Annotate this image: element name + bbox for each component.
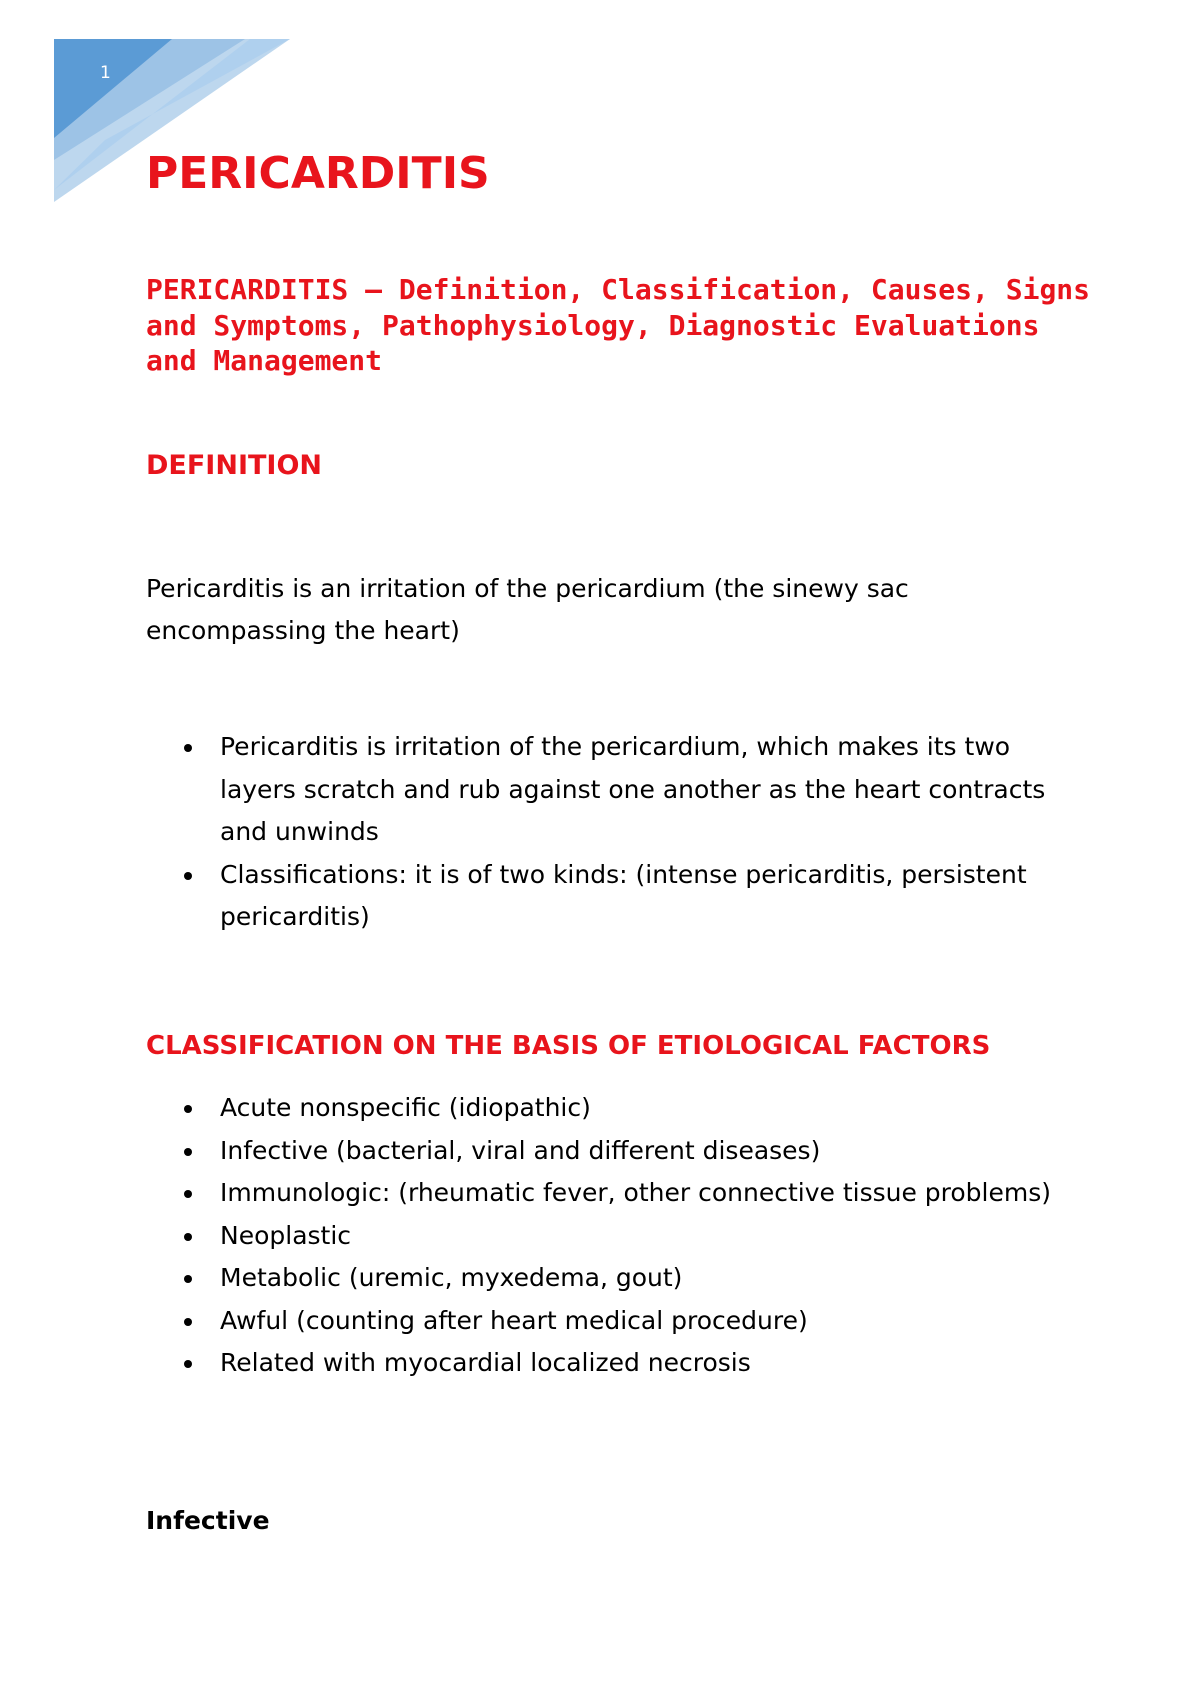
bullet-icon (184, 1190, 192, 1198)
definition-heading: DEFINITION (146, 450, 323, 481)
definition-bullet-list (0, 726, 1060, 939)
list-item (0, 1087, 1060, 1130)
list-item-text: Acute nonspecific (idiopathic) (220, 1093, 591, 1122)
list-item-text: Classifications: it is of two kinds: (intense pericarditis, persistent pericarditis) (220, 859, 1027, 931)
infective-subheading: Infective (146, 1506, 270, 1535)
document-subtitle: PERICARDITIS – Definition, Classification, Causes, Signs and Symptoms, Pathophysiology, Diagnostic Evaluations and Management (146, 273, 1091, 377)
list-item-text: Immunologic: (rheumatic fever, other connective tissue problems) (220, 1178, 1052, 1207)
bullet-icon (184, 872, 192, 880)
bullet-icon (184, 1318, 192, 1326)
page-number: 1 (100, 63, 111, 83)
list-item-text: Metabolic (uremic, myxedema, gout) (220, 1263, 683, 1292)
bullet-icon (184, 1233, 192, 1241)
list-item-text: Infective (bacterial, viral and different diseases) (220, 1135, 821, 1165)
list-item (0, 1130, 1060, 1173)
list-item (0, 1172, 1060, 1215)
classification-bullet-list (0, 1087, 1060, 1385)
list-item (0, 854, 1060, 939)
list-item-text: Neoplastic (220, 1220, 352, 1250)
bullet-icon (184, 1275, 192, 1283)
list-item (0, 1215, 1060, 1258)
list-item-text: Awful (counting after heart medical procedure) (220, 1305, 808, 1335)
list-item (0, 1257, 1060, 1300)
bullet-icon (184, 1105, 192, 1113)
bullet-icon (184, 1360, 192, 1368)
list-item (0, 1342, 1060, 1385)
document-title: PERICARDITIS (146, 148, 490, 199)
classification-heading: CLASSIFICATION ON THE BASIS OF ETIOLOGICAL FACTORS (146, 1031, 991, 1061)
list-item (0, 726, 1060, 854)
list-item (0, 1300, 1060, 1343)
bullet-icon (184, 1148, 192, 1156)
list-item-text: Related with myocardial localized necrosis (220, 1348, 751, 1377)
definition-paragraph: Pericarditis is an irritation of the pericardium (the sinewy sac encompassing the heart) (146, 574, 909, 645)
list-item-text: Pericarditis is irritation of the pericardium, which makes its two layers scratch and rub against one another as the heart contracts and unwinds (220, 732, 1046, 846)
bullet-icon (184, 744, 192, 752)
